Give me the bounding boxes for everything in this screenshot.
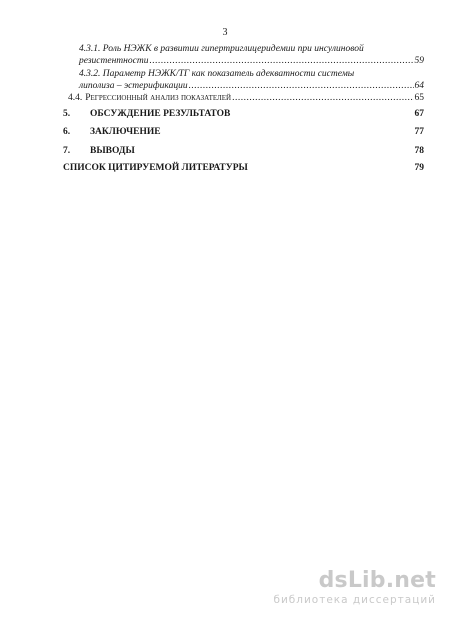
toc-page-number: 64: [414, 81, 424, 91]
toc-entry-text: ОБСУЖДЕНИЕ РЕЗУЛЬТАТОВ: [90, 109, 231, 119]
toc-entry-text: 4.3.1. Роль НЭЖК в развитии гипертриглицеридемии при инсулиновой: [79, 44, 364, 54]
leader-dots: [149, 56, 413, 67]
toc-page-number: 59: [414, 56, 424, 66]
toc-entry-number: 7.: [63, 146, 71, 156]
toc-entry-4-3-1-line2[interactable]: [79, 56, 424, 67]
toc-page-number: 67: [414, 109, 424, 119]
page-number: 3: [222, 27, 228, 38]
watermark-logo: dsLib.net: [318, 568, 436, 593]
toc-entry-number: 4.4.: [68, 93, 83, 103]
toc-entry-4-3-2-line2[interactable]: [79, 81, 424, 92]
toc-entry-text: СПИСОК ЦИТИРУЕМОЙ ЛИТЕРАТУРЫ: [63, 163, 248, 173]
toc-page-number: 77: [414, 127, 424, 137]
toc-entry-number: 5.: [63, 109, 71, 119]
toc-entry-text: 4.3.2. Параметр НЭЖК/ТГ как показатель адекватности системы: [79, 69, 355, 79]
toc-entry-5[interactable]: [63, 109, 424, 120]
toc-entry-7[interactable]: [63, 146, 424, 157]
toc-entry-4-3-2-line1: [79, 69, 414, 80]
toc-entry-text: ВЫВОДЫ: [90, 146, 135, 156]
toc-entry-text: Регрессионный анализ показателей: [85, 93, 232, 103]
watermark: [273, 569, 436, 607]
toc-page-number: 78: [414, 146, 424, 156]
watermark-subtitle: библиотека диссертаций: [273, 594, 436, 606]
toc-entry-number: 6.: [63, 127, 71, 137]
toc-entry-4-4[interactable]: [68, 93, 424, 104]
toc-entry-4-3-1-line1: [79, 44, 414, 55]
toc-entry-6[interactable]: [63, 127, 424, 138]
toc-entry-text: резистентности: [79, 56, 149, 66]
toc-entry-text: ЗАКЛЮЧЕНИЕ: [90, 127, 161, 137]
toc-page-number: 79: [414, 163, 424, 173]
leader-dots: [232, 93, 413, 104]
toc-entry-text: липолиза – эстерификации: [79, 81, 188, 91]
toc-entry-bibliography[interactable]: [63, 163, 424, 174]
toc-page-number: 65: [414, 93, 424, 103]
leader-dots: [189, 81, 414, 92]
